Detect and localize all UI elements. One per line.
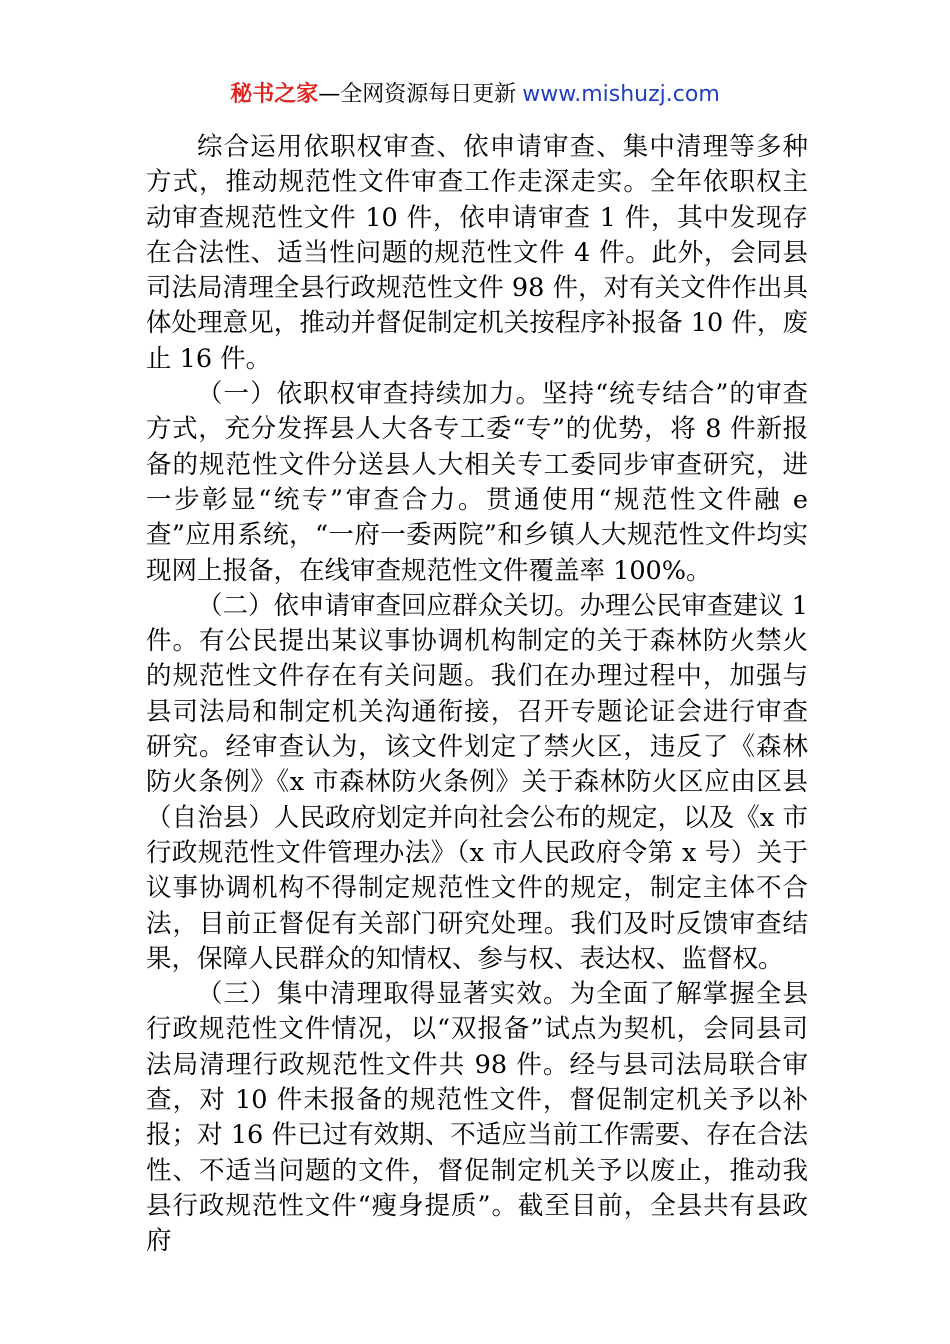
header-brand: 秘书之家 (230, 82, 319, 107)
paragraph-section-1: （一）依职权审查持续加力。坚持“统专结合”的审查方式，充分发挥县人大各专工委“专”的优势，将 8 件新报备的规范性文件分送县人大相关专工委同步审查研究，进一步彰显“统专”审查合力。贯通使用“规范性文件融 e 查”应用系统，“一府一委两院”和乡镇人大规范性文件均实现网上报备，在线审查规范性文件覆盖率 100%。 (146, 379, 808, 586)
paragraph-section-2: （二）依申请审查回应群众关切。办理公民审查建议 1 件。有公民提出某议事协调机构制定的关于森林防火禁火的规范性文件存在有关问题。我们在办理过程中，加强与县司法局和制定机关沟通衔接，召开专题论证会进行审查研究。经审查认为，该文件划定了禁火区，违反了《森林防火条例》《x 市森林防火条例》关于森林防火区应由区县（自治县）人民政府划定并向社会公布的规定，以及《x 市行政规范性文件管理办法》（x 市人民政府令第 x 号）关于议事协调机构不得制定规范性文件的规定，制定主体不合法，目前正督促有关部门研究处理。我们及时反馈审查结果，保障人民群众的知情权、参与权、表达权、监督权。 (146, 590, 808, 974)
document-body (146, 130, 808, 1260)
paragraph-section-3: （三）集中清理取得显著实效。为全面了解掌握全县行政规范性文件情况，以“双报备”试点为契机，会同县司法局清理行政规范性文件共 98 件。经与县司法局联合审查，对 10 件未报备的规范性文件，督促制定机关予以补报；对 16 件已过有效期、不适应当前工作需要、存在合法性、不适当问题的文件，督促制定机关予以废止，推动我县行政规范性文件“瘦身提质”。截至目前，全县共有县政府 (146, 979, 808, 1257)
site-header (0, 80, 950, 110)
header-url-link[interactable]: www.mishuzj.com (522, 82, 720, 107)
header-tagline: —全网资源每日更新 (318, 82, 517, 107)
paragraph-intro: 综合运用依职权审查、依申请审查、集中清理等多种方式，推动规范性文件审查工作走深走实。全年依职权主动审查规范性文件 10 件，依申请审查 1 件，其中发现存在合法性、适当性问题的规范性文件 4 件。此外，会同县司法局清理全县行政规范性文件 98 件，对有关文件作出具体处理意见，推动并督促制定机关按程序补报备 10 件，废止 16 件。 (146, 132, 808, 374)
